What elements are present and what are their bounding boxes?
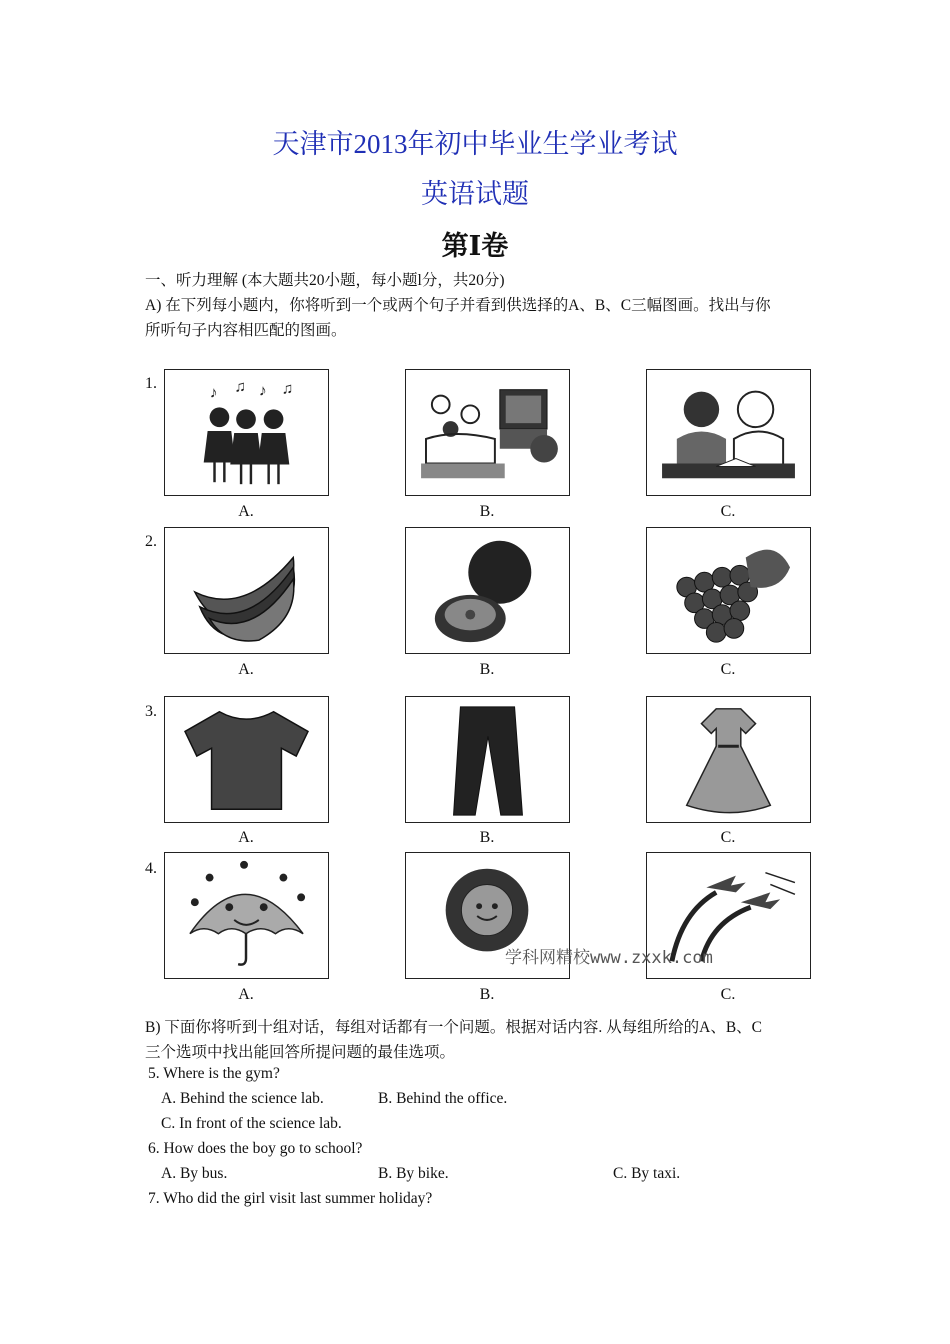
option-4b-label: B. xyxy=(479,986,495,1003)
watermark: 学科网精校www.zxxk.com xyxy=(505,948,713,968)
bananas-icon xyxy=(165,528,328,653)
section-heading: 一、听力理解 (本大题共20小题，每小题l分，共20分) xyxy=(145,272,505,289)
exam-title: 天津市2013年初中毕业生学业考试 xyxy=(272,129,678,159)
question-number-1: 1. xyxy=(145,375,157,392)
option-2a-picture xyxy=(164,527,329,654)
t-shirt-icon xyxy=(165,697,328,822)
option-4a-label: A. xyxy=(238,986,254,1003)
option-2c-label: C. xyxy=(720,661,736,678)
option-4c-label: C. xyxy=(720,986,736,1003)
question-6-option-a: A. By bus. xyxy=(161,1165,228,1182)
part-a-instruction-2: 所听句子内容相匹配的图画。 xyxy=(145,322,347,339)
trousers-icon xyxy=(406,697,569,822)
part-b-instruction-1: B) 下面你将听到十组对话，每组对话都有一个问题。根据对话内容. 从每组所给的A、B、C xyxy=(145,1019,762,1036)
dress-icon xyxy=(647,697,810,822)
option-3a-picture xyxy=(164,696,329,823)
question-5-option-b: B. Behind the office. xyxy=(378,1090,508,1107)
question-number-4: 4. xyxy=(145,860,157,877)
svg-text:♫: ♫ xyxy=(281,380,294,398)
option-1a-label: A. xyxy=(238,503,254,520)
option-1a-picture xyxy=(164,369,329,496)
option-3c-label: C. xyxy=(720,829,736,846)
option-3b-picture xyxy=(405,696,570,823)
option-3a-label: A. xyxy=(238,829,254,846)
question-5: 5. Where is the gym? xyxy=(148,1065,280,1082)
volume-title: 第Ⅰ卷 xyxy=(441,231,509,261)
rainy-umbrella-icon xyxy=(165,853,328,978)
tomato-icon xyxy=(406,528,569,653)
svg-text:♫: ♫ xyxy=(234,378,247,396)
question-5-option-a: A. Behind the science lab. xyxy=(161,1090,324,1107)
part-b-instruction-2: 三个选项中找出能回答所提问题的最佳选项。 xyxy=(145,1044,456,1061)
option-1b-label: B. xyxy=(479,503,495,520)
question-6-option-c: C. By taxi. xyxy=(613,1165,681,1182)
singing-girls-icon xyxy=(165,370,328,495)
option-1c-label: C. xyxy=(720,503,736,520)
svg-text:♪: ♪ xyxy=(209,384,218,402)
question-number-3: 3. xyxy=(145,703,157,720)
question-6-option-b: B. By bike. xyxy=(378,1165,449,1182)
option-1c-picture xyxy=(646,369,811,496)
option-2c-picture xyxy=(646,527,811,654)
question-7: 7. Who did the girl visit last summer holiday? xyxy=(148,1190,433,1207)
question-number-2: 2. xyxy=(145,533,157,550)
svg-text:♪: ♪ xyxy=(258,382,267,400)
question-6: 6. How does the boy go to school? xyxy=(148,1140,363,1157)
family-watching-tv-icon xyxy=(406,370,569,495)
option-3b-label: B. xyxy=(479,829,495,846)
option-4a-picture xyxy=(164,852,329,979)
option-2b-picture xyxy=(405,527,570,654)
option-3c-picture xyxy=(646,696,811,823)
option-2a-label: A. xyxy=(238,661,254,678)
part-a-instruction-1: A) 在下列每小题内，你将听到一个或两个句子并看到供选择的A、B、C三幅图画。找出与你 xyxy=(145,297,771,314)
grapes-icon xyxy=(647,528,810,653)
option-1b-picture xyxy=(405,369,570,496)
exam-subtitle: 英语试题 xyxy=(421,179,529,209)
option-2b-label: B. xyxy=(479,661,495,678)
children-reading-icon xyxy=(647,370,810,495)
question-5-option-c: C. In front of the science lab. xyxy=(161,1115,342,1132)
